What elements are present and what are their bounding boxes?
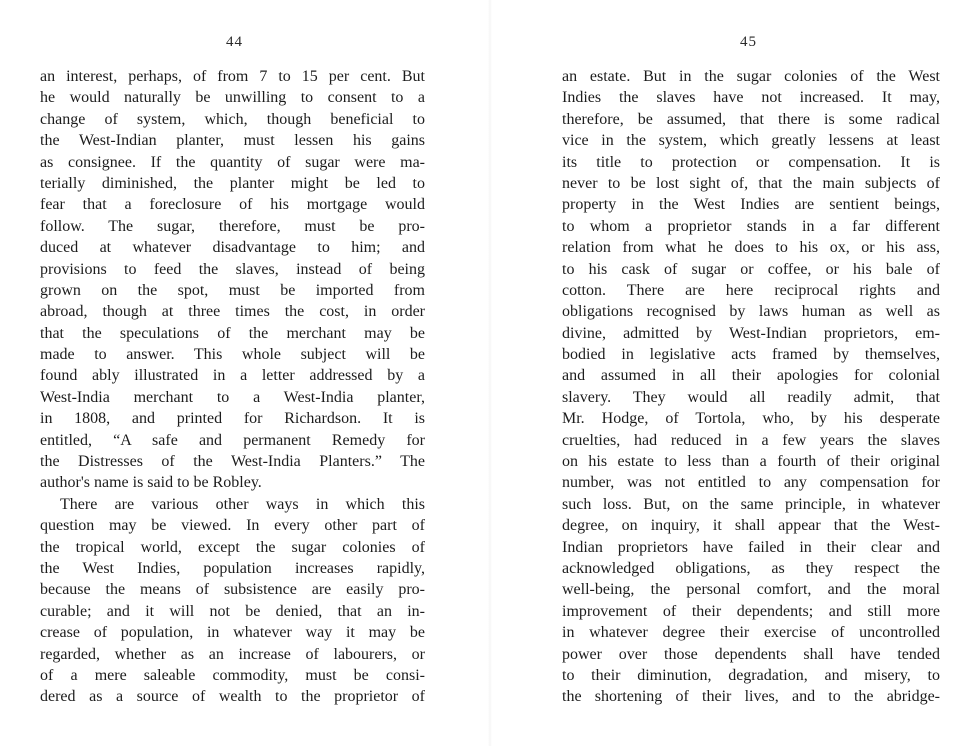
text-line: bodied in legislative acts framed by themselves, [562,346,940,364]
text-line: slavery. They would all readily admit, that [562,388,940,406]
text-line: cruelties, had reduced in a few years the slaves [562,431,940,449]
text-line: obligations recognised by laws human as well as [562,303,940,321]
text-line: Mr. Hodge, of Tortola, who, by his desperate [562,410,940,428]
left-page-number: 44 [226,34,243,50]
text-line: property in the West Indies are sentient beings, [562,196,940,214]
text-line: to whom a proprietor stands in a far different [562,217,940,235]
text-line: the tropical world, except the sugar colonies of [40,538,425,556]
text-line: fear that a foreclosure of his mortgage would [40,196,425,214]
right-page-number: 45 [740,34,757,50]
text-line: therefore, be assumed, that there is some radical [562,110,940,128]
text-line: the Distresses of the West-India Planters.” The [40,453,425,471]
text-line: abroad, though at three times the cost, in order [40,303,425,321]
text-line: vice in the system, which greatly lessens at least [562,132,940,150]
text-line: grown on the spot, must be imported from [40,281,425,299]
text-line: and assumed in all their apologies for colonial [562,367,940,385]
text-line: that the speculations of the merchant may be [40,324,425,342]
text-line: relation from what he does to his ox, or his ass, [562,239,940,257]
left-page-text [40,66,425,708]
right-page-text [562,66,940,708]
text-line: the West-Indian planter, must lessen his gains [40,132,425,150]
text-line: Indies the slaves have not increased. It may, [562,89,940,107]
text-line: change of system, which, though beneficial to [40,110,425,128]
text-line: follow. The sugar, therefore, must be pro- [40,217,425,235]
text-line: made to answer. This whole subject will be [40,346,425,364]
text-line: acknowledged obligations, as they respect the [562,559,940,577]
text-line: on his estate to less than a fourth of their original [562,453,940,471]
text-line: power over those dependents shall have tended [562,645,940,663]
text-line: improvement of their dependents; and still more [562,602,940,620]
text-line: question may be viewed. In every other part of [40,517,425,535]
text-line: cotton. There are here reciprocal rights and [562,281,940,299]
text-line: crease of population, in whatever way it may be [40,624,425,642]
text-line: to their diminution, degradation, and misery, to [562,666,940,684]
text-line: Indian proprietors have failed in their clear and [562,538,940,556]
text-line: duced at whatever disadvantage to him; and [40,239,425,257]
text-line: its title to protection or compensation. It is [562,153,940,171]
text-line: to his cask of sugar or coffee, or his bale of [562,260,940,278]
text-line: of a mere saleable commodity, must be consi- [40,666,425,684]
text-line: author's name is said to be Robley. [40,474,262,492]
text-line: There are various other ways in which this [60,495,425,513]
text-line: because the means of subsistence are easily pro- [40,581,425,599]
text-line: divine, admitted by West-Indian proprietors, em- [562,324,940,342]
text-line: as consignee. If the quantity of sugar were ma- [40,153,425,171]
text-line: degree, on inquiry, it shall appear that the West- [562,517,940,535]
text-line: he would naturally be unwilling to consent to a [40,89,425,107]
text-line: terially diminished, the planter might be led to [40,174,425,192]
text-line: well-being, the personal comfort, and the moral [562,581,940,599]
text-line: dered as a source of wealth to the proprietor of [40,688,425,706]
text-line: in whatever degree their exercise of uncontrolled [562,624,940,642]
text-line: an interest, perhaps, of from 7 to 15 per cent. But [40,68,425,85]
text-line: an estate. But in the sugar colonies of the West [562,68,940,85]
text-line: curable; and it will not be denied, that an in- [40,602,425,620]
text-line: such loss. But, on the same principle, in whatever [562,495,940,513]
text-line: provisions to feed the slaves, instead of being [40,260,425,278]
text-line: entitled, “A safe and permanent Remedy for [40,431,425,449]
text-line: West-India merchant to a West-India planter, [40,388,425,406]
text-line: number, was not entitled to any compensation for [562,474,940,492]
text-line: the shortening of their lives, and to the abridge- [562,688,940,706]
book-gutter [488,0,492,746]
text-line: found ably illustrated in a letter addressed by a [40,367,425,385]
text-line: the West Indies, population increases rapidly, [40,559,425,577]
text-line: regarded, whether as an increase of labourers, or [40,645,425,663]
text-line: in 1808, and printed for Richardson. It is [40,410,425,428]
text-line: never to be lost sight of, that the main subjects of [562,174,940,192]
